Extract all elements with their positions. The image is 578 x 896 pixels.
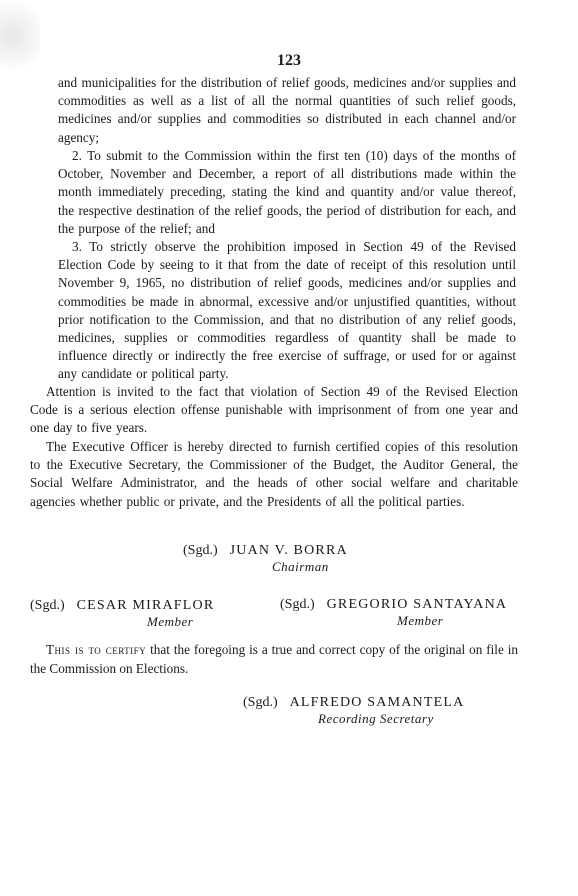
paragraph-intro: and municipalities for the distribution of relief goods, medicines and/or supplies and commodities as well as a list of all the normal quantities of such relief goods, medicines and/or supplies and commodities so distributed in each channel and/or agency;: [58, 75, 516, 145]
signatory-title-member-2: Member: [397, 613, 444, 628]
paragraph-executive-officer: The Executive Officer is hereby directed to furnish certified copies of this resolution to the Executive Secretary, the Commissioner of the Budget, the Auditor General, the Social Welfare Administrator, and the heads of other social welfare and charitable agencies whether public or private, and the Presidents of all the political parties.: [30, 439, 518, 509]
signature-chairman: [183, 542, 348, 560]
certification-text: that the foregoing is a true and correct copy of the original on file in the Commission on Elections.: [30, 642, 519, 676]
signature-member-2: [280, 596, 507, 614]
signature-recording-secretary: [243, 694, 464, 712]
paragraph-item-3: 3. To strictly observe the prohibition imposed in Section 49 of the Revised Election Code by seeing to it that from the date of receipt of this resolution until November 9, 1965, no distribution of relief goods, medicines and/or supplies and commodities be made in abnormal, excessive and/or unjustified quantities, without prior notification to the Commission, and that no distribution of any relief goods, medicines, supplies or commodities regardless of quantity shall be made to influence directly or indirectly the free exercise of suffrage, or used for or against any candidate or political party.: [58, 239, 516, 382]
signatory-name: CESAR MIRAFLOR: [76, 598, 215, 613]
paragraph-attention: Attention is invited to the fact that violation of Section 49 of the Revised Election Code is a serious election offense punishable with imprisonment of from one year and one day to five years.: [30, 384, 518, 436]
signatory-name: JUAN V. BORRA: [229, 543, 348, 558]
sgd-label: (Sgd.): [183, 543, 218, 558]
sgd-label: (Sgd.): [243, 695, 278, 710]
signatory-name: GREGORIO SANTAYANA: [326, 597, 508, 612]
sgd-label: (Sgd.): [30, 598, 65, 613]
signatory-name: ALFREDO SAMANTELA: [289, 695, 465, 710]
page-number: 123: [277, 52, 301, 69]
certification-paragraph: [30, 640, 518, 678]
paragraph-item-2: 2. To submit to the Commission within the first ten (10) days of the months of October, November and December, a report of all distributions made within the month immediately preceding, stating the kind and quantity and/or value thereof, the respective destination of the relief goods, the period of distribution for each, and the purpose of the relief; and: [58, 148, 516, 236]
signatory-title-member-1: Member: [147, 614, 194, 629]
sgd-label: (Sgd.): [280, 597, 315, 612]
signature-member-1: [30, 597, 214, 615]
signatory-title-chairman: Chairman: [272, 559, 329, 574]
certification-lead: This is to certify: [46, 642, 147, 657]
page-smudge: [0, 0, 40, 90]
signatory-title-recording-secretary: Recording Secretary: [318, 711, 434, 726]
